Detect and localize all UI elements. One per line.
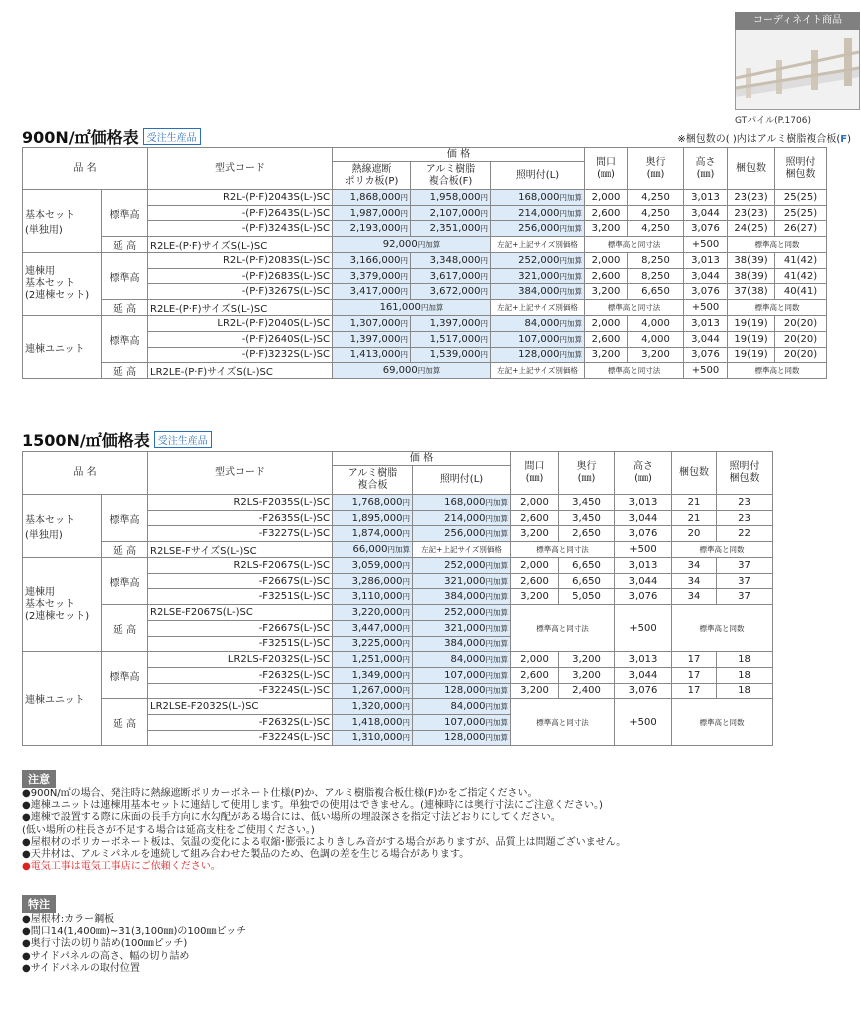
col-price: 価 格	[333, 148, 585, 162]
note-line: ●連棟で設置する際に床面の長手方向に水勾配がある場合には、低い場所の埋設深さを指定寸法どおりにしてください。	[22, 812, 561, 824]
col-packs-1500: 梱包数	[672, 452, 717, 495]
note-line: ●900N/㎡の場合、発注時に熱線遮断ポリカーボネート仕様(P)か、アルミ樹脂複合板仕様(F)かをご指定ください。	[22, 788, 538, 799]
table-row: 延 高 R2LSE-FサイズS(L-)SC 66,000円加算 左記+上記サイズ別価格 標準高と同寸法 +500 標準高と同数	[23, 542, 773, 558]
table-row: 延 高 LR2LSE-F2032S(L-)SC 1,320,000円 84,000円加算 標準高と同寸法 +500 標準高と同数	[23, 699, 773, 715]
table-row: -(P·F)3243S(L-)SC 2,193,000円 2,351,000円 256,000円加算 3,200 4,250 3,076 24(25) 26(27)	[23, 221, 827, 237]
col-name: 品 名	[23, 148, 148, 190]
table-row: 連棟ユニット 標準高 LR2L-(P·F)2040S(L-)SC 1,307,000円 1,397,000円 84,000円加算 2,000 4,000 3,013 19(19) 20(20)	[23, 316, 827, 332]
table-900-heading	[22, 125, 201, 148]
caution-notes	[22, 788, 626, 873]
gt-pile-image	[735, 30, 860, 110]
coordinate-product	[735, 12, 860, 126]
table-900-title: 900N/㎡価格表	[22, 128, 139, 147]
col-packs-light: 照明付 梱包数	[775, 148, 827, 190]
price-table-900	[22, 147, 827, 379]
caution-label: 注意	[22, 770, 56, 788]
made-to-order-badge: 受注生産品	[143, 128, 201, 145]
col-price-1500: 価 格	[333, 452, 511, 466]
special-order-list	[22, 914, 246, 975]
table-row: -F3227S(L-)SC 1,874,000円 256,000円加算 3,200 2,650 3,076 20 22	[23, 526, 773, 542]
col-p2: アルミ樹脂 複合板(F)	[411, 162, 491, 190]
col-width-1500: 間口 (㎜)	[511, 452, 559, 495]
col-name-1500: 品 名	[23, 452, 148, 495]
price-table-1500	[22, 451, 773, 746]
note-line: ●天井材は、アルミパネルを連続して組み合わせた製品のため、色調の差を生じる場合があります。	[22, 849, 470, 861]
table-row: -F3224S(L-)SC 1,267,000円 128,000円加算 3,200 2,400 3,076 17 18	[23, 683, 773, 699]
table-row: 延 高 LR2LE-(P·F)サイズS(L-)SC 69,000円加算 左記+上記サイズ別価格 標準高と同寸法 +500 標準高と同数	[23, 363, 827, 379]
col-width: 間口 (㎜)	[585, 148, 628, 190]
special-order-label: 特注	[22, 895, 56, 913]
feature-line: ●間口14(1,400㎜)~31(3,100㎜)の100㎜ピッチ	[22, 926, 247, 938]
feature-line: ●奥行寸法の切り詰め(100㎜ピッチ)	[22, 938, 188, 950]
feature-line: ●屋根材:カラー鋼板	[22, 914, 115, 925]
coordinate-caption: GTパイル(P.1706)	[735, 116, 811, 126]
col-height: 高さ (㎜)	[684, 148, 728, 190]
table-row: 連棟ユニット 標準高 LR2LS-F2032S(L-)SC 1,251,000円 84,000円加算 2,000 3,200 3,013 17 18	[23, 652, 773, 668]
table-row: -F2632S(L-)SC 1,418,000円 107,000円加算	[23, 714, 773, 730]
table-1500-heading	[22, 428, 212, 451]
table-row: -(P·F)3232S(L-)SC 1,413,000円 1,539,000円 128,000円加算 3,200 3,200 3,076 19(19) 20(20)	[23, 347, 827, 363]
table-row: -F3224S(L-)SC 1,310,000円 128,000円加算	[23, 730, 773, 746]
table-row: -(P·F)2640S(L-)SC 1,397,000円 1,517,000円 107,000円加算 2,600 4,000 3,044 19(19) 20(20)	[23, 331, 827, 347]
col-p3-1500: 照明付(L)	[413, 466, 511, 495]
note-line: ●連棟ユニットは連棟用基本セットに連結して使用します。単独での使用はできません。(連棟時には奥行寸法にご注意ください。)	[22, 800, 603, 812]
col-packs: 梱包数	[728, 148, 775, 190]
col-code: 型式コード	[148, 148, 333, 190]
col-p1-1500: アルミ樹脂 複合板	[333, 466, 413, 495]
made-to-order-badge-2: 受注生産品	[154, 431, 212, 448]
table-row: 基本セット (単独用) 標準高 R2LS-F2035S(L-)SC 1,768,000円 168,000円加算 2,000 3,450 3,013 21 23	[23, 495, 773, 511]
coordinate-header: コーディネイト商品	[735, 12, 860, 30]
table-row: 基本セット (単独用) 標準高 R2L-(P·F)2043S(L-)SC 1,868,000円 1,958,000円 168,000円加算 2,000 4,250 3,013 23(23) 25(25)	[23, 190, 827, 206]
table-row: -(P·F)2683S(L-)SC 3,379,000円 3,617,000円 321,000円加算 2,600 8,250 3,044 38(39) 41(42)	[23, 268, 827, 284]
table-row: -(P·F)2643S(L-)SC 1,987,000円 2,107,000円 214,000円加算 2,600 4,250 3,044 23(23) 25(25)	[23, 205, 827, 221]
table-row: -(P·F)3267S(L-)SC 3,417,000円 3,672,000円 384,000円加算 3,200 6,650 3,076 37(38) 40(41)	[23, 284, 827, 300]
note-electrical: ●電気工事は電気工事店にご依頼ください。	[22, 861, 221, 873]
fence-illustration	[736, 30, 859, 110]
table-row: -F3251S(L-)SC 3,110,000円 384,000円加算 3,200 5,050 3,076 34 37	[23, 589, 773, 605]
col-depth: 奥行 (㎜)	[628, 148, 684, 190]
table-row: -F3251S(L-)SC 3,225,000円 384,000円加算	[23, 636, 773, 652]
col-packs-light-1500: 照明付 梱包数	[717, 452, 773, 495]
col-p3: 照明付(L)	[491, 162, 585, 190]
table-1500-title: 1500N/㎡価格表	[22, 431, 150, 450]
table-row: 延 高 R2LE-(P·F)サイズS(L-)SC 92,000円加算 左記+上記サイズ別価格 標準高と同寸法 +500 標準高と同数	[23, 237, 827, 253]
table-row: 延 高 R2LE-(P·F)サイズS(L-)SC 161,000円加算 左記+上記サイズ別価格 標準高と同寸法 +500 標準高と同数	[23, 300, 827, 316]
col-p1: 熱線遮断 ポリカ板(P)	[333, 162, 411, 190]
packing-note: ※梱包数の( )内はアルミ樹脂複合板(F)	[677, 134, 851, 145]
table-row: -F2635S(L-)SC 1,895,000円 214,000円加算 2,600 3,450 3,044 21 23	[23, 510, 773, 526]
table-row: -F2632S(L-)SC 1,349,000円 107,000円加算 2,600 3,200 3,044 17 18	[23, 667, 773, 683]
feature-line: ●サイドパネルの取付位置	[22, 962, 140, 974]
note-line: ●屋根材のポリカーボネート板は、気温の変化による収縮･膨張によりきしみ音がする場合がありますが、品質上は問題ございません。	[22, 836, 627, 848]
table-row: -F2667S(L-)SC 3,447,000円 321,000円加算	[23, 620, 773, 636]
col-height-1500: 高さ (㎜)	[615, 452, 672, 495]
feature-line: ●サイドパネルの高さ、幅の切り詰め	[22, 950, 190, 962]
note-line: (低い場所の柱長さが不足する場合は延高支柱をご使用ください。)	[22, 824, 315, 836]
table-row: 延 高 R2LSE-F2067S(L-)SC 3,220,000円 252,000円加算 標準高と同寸法 +500 標準高と同数	[23, 605, 773, 621]
col-code-1500: 型式コード	[148, 452, 333, 495]
col-depth-1500: 奥行 (㎜)	[559, 452, 615, 495]
table-row: -F2667S(L-)SC 3,286,000円 321,000円加算 2,600 6,650 3,044 34 37	[23, 573, 773, 589]
table-row: 連棟用 基本セット (2連棟セット) 標準高 R2LS-F2067S(L-)SC 3,059,000円 252,000円加算 2,000 6,650 3,013 34 37	[23, 558, 773, 574]
table-row: 連棟用 基本セット (2連棟セット) 標準高 R2L-(P·F)2083S(L-)SC 3,166,000円 3,348,000円 252,000円加算 2,000 8,250 3,013 38(39) 41(42)	[23, 253, 827, 269]
